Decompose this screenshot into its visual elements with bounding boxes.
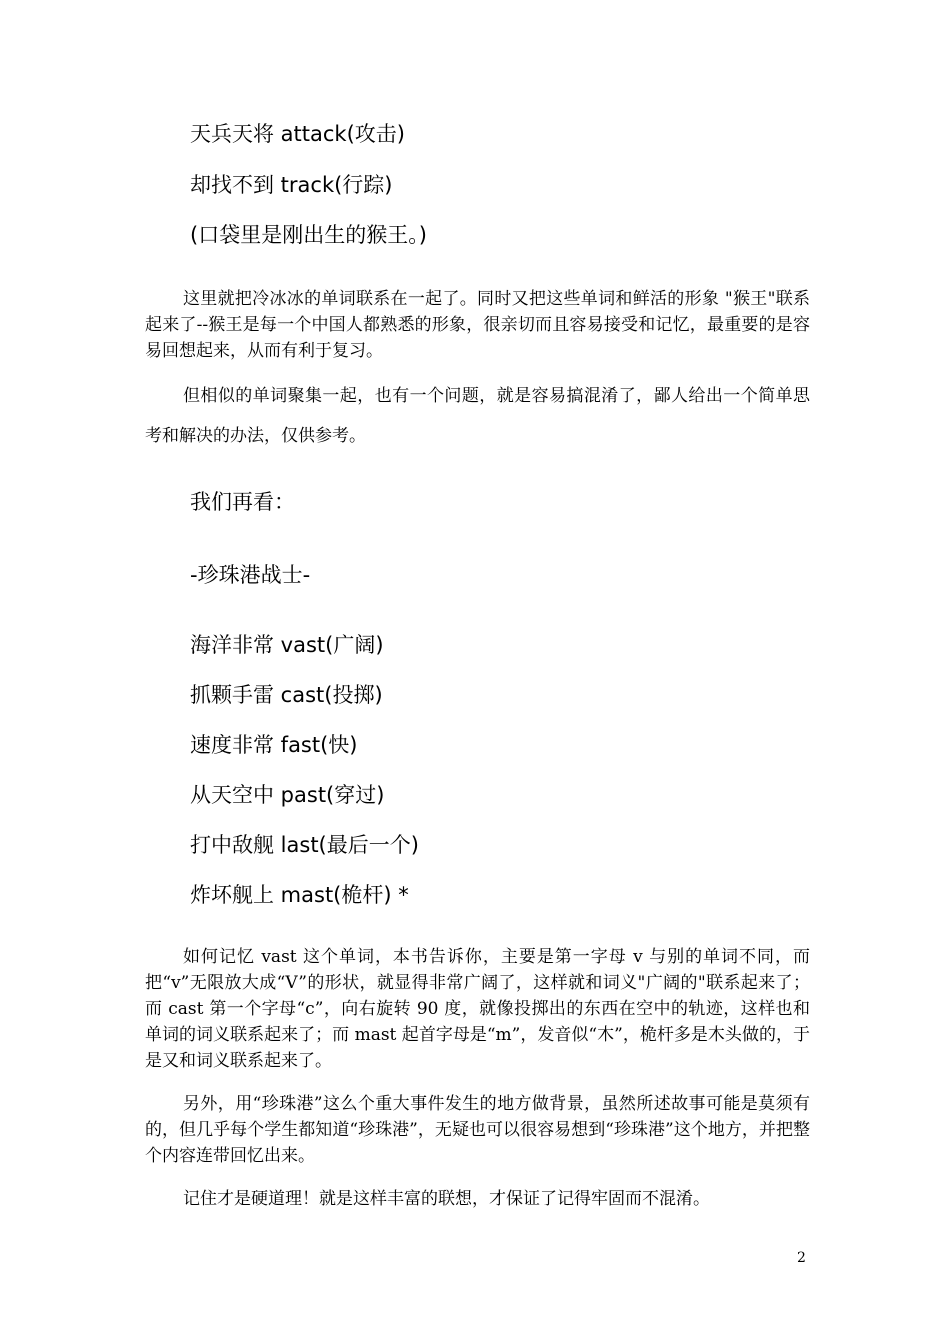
page-number: 2: [797, 1250, 806, 1266]
poem-line-cast: 抓颗手雷 cast(投掷): [190, 683, 383, 707]
poem-line-vast: 海洋非常 vast(广阔): [190, 633, 384, 657]
paragraph-conclusion: 记住才是硬道理！就是这样丰富的联想，才保证了记得牢固而不混淆。: [183, 1189, 710, 1209]
poem-line-mast: 炸坏舰上 mast(桅杆) *: [190, 883, 409, 907]
section-intro: 我们再看：: [190, 490, 295, 514]
poem-line-last: 打中敌舰 last(最后一个): [190, 833, 419, 857]
paragraph-vast-cast-mast-explanation: 如何记忆 vast 这个单词，本书告诉你，主要是第一字母 v 与别的单词不同，而把“v”无限放大成“V”的形状，就显得非常广阔了，这样就和词义"广阔的"联系起来了；而 cast 第一个字母“c”，向右旋转 90 度，就像投掷出的东西在空中的轨迹，这样也和单词的词义联系起来了；而 mast 起首字母是“m”，发音似“木”，桅杆多是木头做的，于是又和词义联系起来了。: [145, 947, 810, 1071]
paragraph-similar-words-problem: 但相似的单词聚集一起，也有一个问题，就是容易搞混淆了，鄙人给出一个简单思考和解决的办法，仅供参考。: [145, 386, 810, 446]
paragraph-pearl-harbor-background: 另外，用“珍珠港”这么个重大事件发生的地方做背景，虽然所述故事可能是莫须有的，但几乎每个学生都知道“珍珠港”，无疑也可以很容易想到“珍珠港”这个地方，并把整个内容连带回忆出来。: [145, 1094, 810, 1166]
poem-line-attack: 天兵天将 attack(攻击): [190, 122, 405, 146]
paragraph-monkey-king-association: 这里就把冷冰冰的单词联系在一起了。同时又把这些单词和鲜活的形象 "猴王"联系起来了--猴王是每一个中国人都熟悉的形象，很亲切而且容易接受和记忆，最重要的是容易回想起来，从而有利于复习。: [145, 289, 810, 361]
poem-line-monkey-king: (口袋里是刚出生的猴王。): [190, 223, 427, 247]
poem-line-past: 从天空中 past(穿过): [190, 783, 385, 807]
poem-line-fast: 速度非常 fast(快): [190, 733, 358, 757]
section-title: -珍珠港战士-: [190, 563, 311, 587]
poem-line-track: 却找不到 track(行踪): [190, 173, 393, 197]
